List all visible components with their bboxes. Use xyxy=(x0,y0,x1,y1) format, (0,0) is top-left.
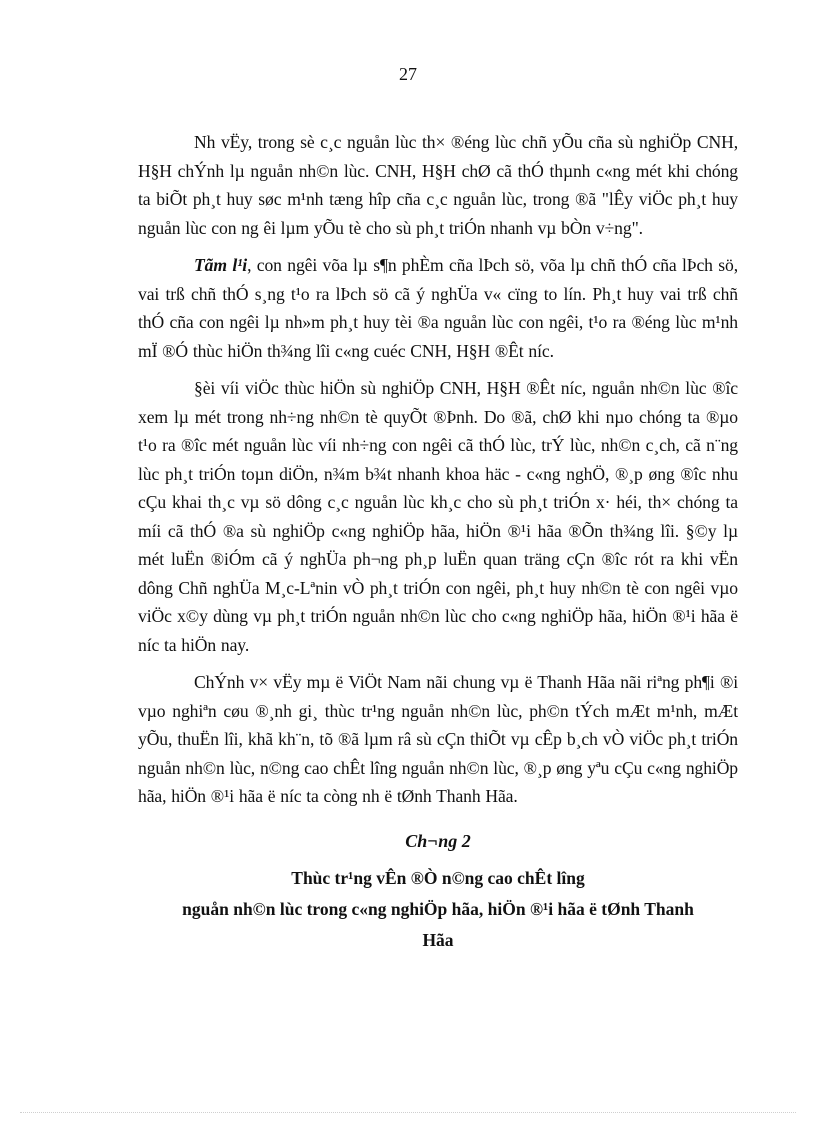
paragraph-3 xyxy=(138,374,738,659)
page-number: 27 xyxy=(399,64,417,84)
paragraph-2 xyxy=(138,251,738,365)
paragraph-2-lead: Tãm l¹i xyxy=(194,255,248,275)
paragraph-2-text: , con ngêi võa lµ s¶n phÈm cña lÞch sö, võa lµ chñ thÓ cña lÞch sö, vai trß chñ thÓ s¸ng t¹o ra lÞch sö cã ý nghÜa v« cïng to lín. Ph¸t huy vai trß chñ thÓ cña con ngêi lµ nh»m ph¸t huy tèi ®a nguån lùc con ngêi, t¹o ra ®éng lùc m¹nh mÏ ®Ó thùc hiÖn th¾ng lîi c«ng cuéc CNH, H§H ®Êt níc. xyxy=(138,255,739,361)
section-title-line: nguån nh©n lùc trong c«ng nghiÖp hãa, hiÖn ®¹i hãa ë tØnh Thanh xyxy=(182,898,694,919)
section-title xyxy=(138,863,738,956)
section-title-line: Hãa xyxy=(422,929,454,950)
section-title-line: Thùc tr¹ng vÊn ®Ò n©ng cao chÊt lîng xyxy=(291,867,585,888)
paragraph-4-text: ChÝnh v× vËy mµ ë ViÖt Nam nãi chung vµ ë Thanh Hãa nãi riªng ph¶i ®i vµo nghiªn cøu ®¸nh gi¸ thùc tr¹ng nguån nh©n lùc, ph©n tÝch mÆt m¹nh, mÆt yÕu, thuËn lîi, khã kh¨n, tõ ®ã lµm râ sù cÇn thiÕt vµ cÊp b¸ch vÒ viÖc ph¸t triÓn nguån nh©n lùc, n©ng cao chÊt lîng nguån nh©n lùc, ®¸p øng yªu cÇu c«ng nghiÖp hãa, hiÖn ®¹i hãa ë níc ta còng nh ë tØnh Thanh Hãa. xyxy=(138,672,738,806)
paragraph-1 xyxy=(138,128,738,242)
chapter-heading: Ch¬ng 2 xyxy=(405,830,471,851)
paragraph-3-text: §èi víi viÖc thùc hiÖn sù nghiÖp CNH, H§H ®Êt níc, nguån nh©n lùc ®îc xem lµ mét trong nh÷ng nh©n tè quyÕt ®Þnh. Do ®ã, chØ khi nµo chóng ta ®µo t¹o ra ®îc mét nguån lùc víi nh÷ng con ngêi cã thÓ lùc, trÝ lùc, nh©n c¸ch, cã n¨ng lùc ph¸t triÓn toµn diÖn, n¾m b¾t nhanh khoa häc - c«ng nghÖ, ®¸p øng ®îc nhu cÇu khai th¸c vµ sö dông c¸c nguån lùc kh¸c cho sù ph¸t triÓn x· héi, th× chóng ta míi cã thÓ ®a sù nghiÖp c«ng nghiÖp hãa, hiÖn ®¹i hãa ®Õn th¾ng lîi. §©y lµ mét luËn ®iÓm cã ý nghÜa ph¬ng ph¸p luËn quan träng cÇn ®îc rót ra khi vËn dông Chñ nghÜa M¸c-Lªnin vÒ ph¸t triÓn con ngêi, ph¸t huy nh©n tè con ngêi vµo viÖc x©y dùng vµ ph¸t triÓn nguån nh©n lùc cho c«ng nghiÖp hãa, hiÖn ®¹i hãa ë níc ta hiÖn nay. xyxy=(138,378,738,655)
page-bottom-divider xyxy=(20,1112,796,1113)
paragraph-4 xyxy=(138,668,738,811)
document-body xyxy=(138,128,738,956)
paragraph-1-text: Nh vËy, trong sè c¸c nguån lùc th× ®éng lùc chñ yÕu cña sù nghiÖp CNH, H§H chÝnh lµ nguån nh©n lùc. CNH, H§H chØ cã thÓ thµnh c«ng mét khi chóng ta biÕt ph¸t huy søc m¹nh tæng hîp cña c¸c nguån lùc, trong ®ã "lÊy viÖc ph¸t huy nguån lùc con ng êi lµm yÕu tè cho sù ph¸t triÓn nhanh vµ bÒn v÷ng". xyxy=(138,132,738,238)
